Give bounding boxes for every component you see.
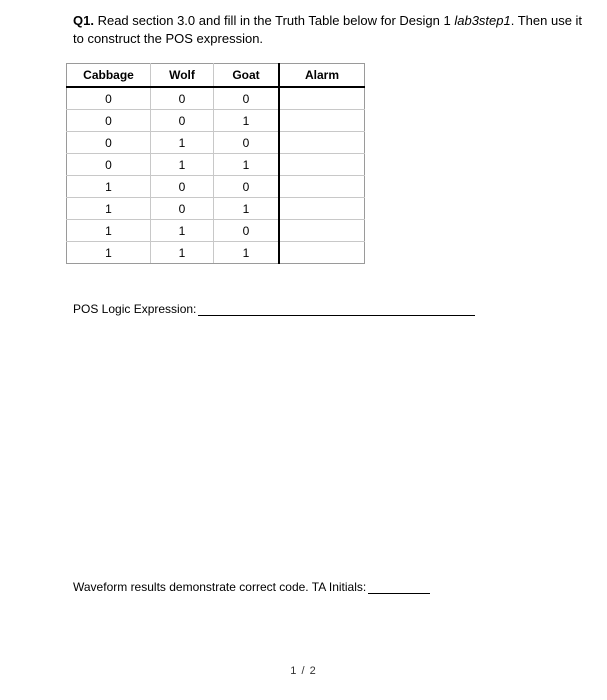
table-row (67, 242, 365, 264)
cell-goat: 1 (214, 110, 280, 132)
waveform-label: Waveform results demonstrate correct code. TA Initials: (73, 580, 367, 594)
table-row (67, 198, 365, 220)
cell-goat: 1 (214, 198, 280, 220)
cell-alarm[interactable] (279, 132, 365, 154)
question-text (73, 12, 593, 48)
cell-cabbage: 1 (67, 242, 151, 264)
cell-alarm[interactable] (279, 87, 365, 110)
cell-goat: 0 (214, 132, 280, 154)
table-row (67, 87, 365, 110)
cell-cabbage: 0 (67, 154, 151, 176)
table-row (67, 132, 365, 154)
cell-wolf: 1 (151, 132, 214, 154)
cell-wolf: 0 (151, 198, 214, 220)
header-alarm: Alarm (279, 64, 365, 88)
cell-alarm[interactable] (279, 242, 365, 264)
truth-table-header-row (67, 64, 365, 88)
cell-wolf: 1 (151, 242, 214, 264)
pos-expression-label: POS Logic Expression: (73, 302, 197, 316)
table-row (67, 154, 365, 176)
table-row (67, 176, 365, 198)
header-goat: Goat (214, 64, 280, 88)
cell-goat: 0 (214, 87, 280, 110)
cell-wolf: 1 (151, 154, 214, 176)
cell-wolf: 0 (151, 110, 214, 132)
table-row (67, 110, 365, 132)
cell-wolf: 0 (151, 87, 214, 110)
cell-alarm[interactable] (279, 220, 365, 242)
cell-goat: 1 (214, 154, 280, 176)
cell-goat: 0 (214, 220, 280, 242)
pos-expression-blank[interactable] (198, 303, 475, 316)
cell-cabbage: 1 (67, 176, 151, 198)
cell-cabbage: 0 (67, 132, 151, 154)
cell-alarm[interactable] (279, 176, 365, 198)
truth-table (66, 63, 365, 264)
cell-cabbage: 0 (67, 87, 151, 110)
cell-alarm[interactable] (279, 198, 365, 220)
question-label: Q1. (73, 13, 94, 28)
waveform-line (73, 580, 430, 594)
question-text-after: . Then use it to construct the POS expression. (73, 13, 583, 46)
header-cabbage: Cabbage (67, 64, 151, 88)
ta-initials-blank[interactable] (368, 581, 430, 594)
cell-cabbage: 1 (67, 220, 151, 242)
table-row (67, 220, 365, 242)
question-text-before: Read section 3.0 and fill in the Truth Table below for Design 1 (93, 13, 455, 28)
page-number: 1 / 2 (290, 665, 317, 677)
cell-goat: 0 (214, 176, 280, 198)
design-name: lab3step1 (454, 13, 511, 28)
pos-expression-line (73, 302, 475, 316)
cell-cabbage: 0 (67, 110, 151, 132)
cell-wolf: 0 (151, 176, 214, 198)
cell-wolf: 1 (151, 220, 214, 242)
cell-alarm[interactable] (279, 110, 365, 132)
cell-alarm[interactable] (279, 154, 365, 176)
cell-cabbage: 1 (67, 198, 151, 220)
header-wolf: Wolf (151, 64, 214, 88)
cell-goat: 1 (214, 242, 280, 264)
